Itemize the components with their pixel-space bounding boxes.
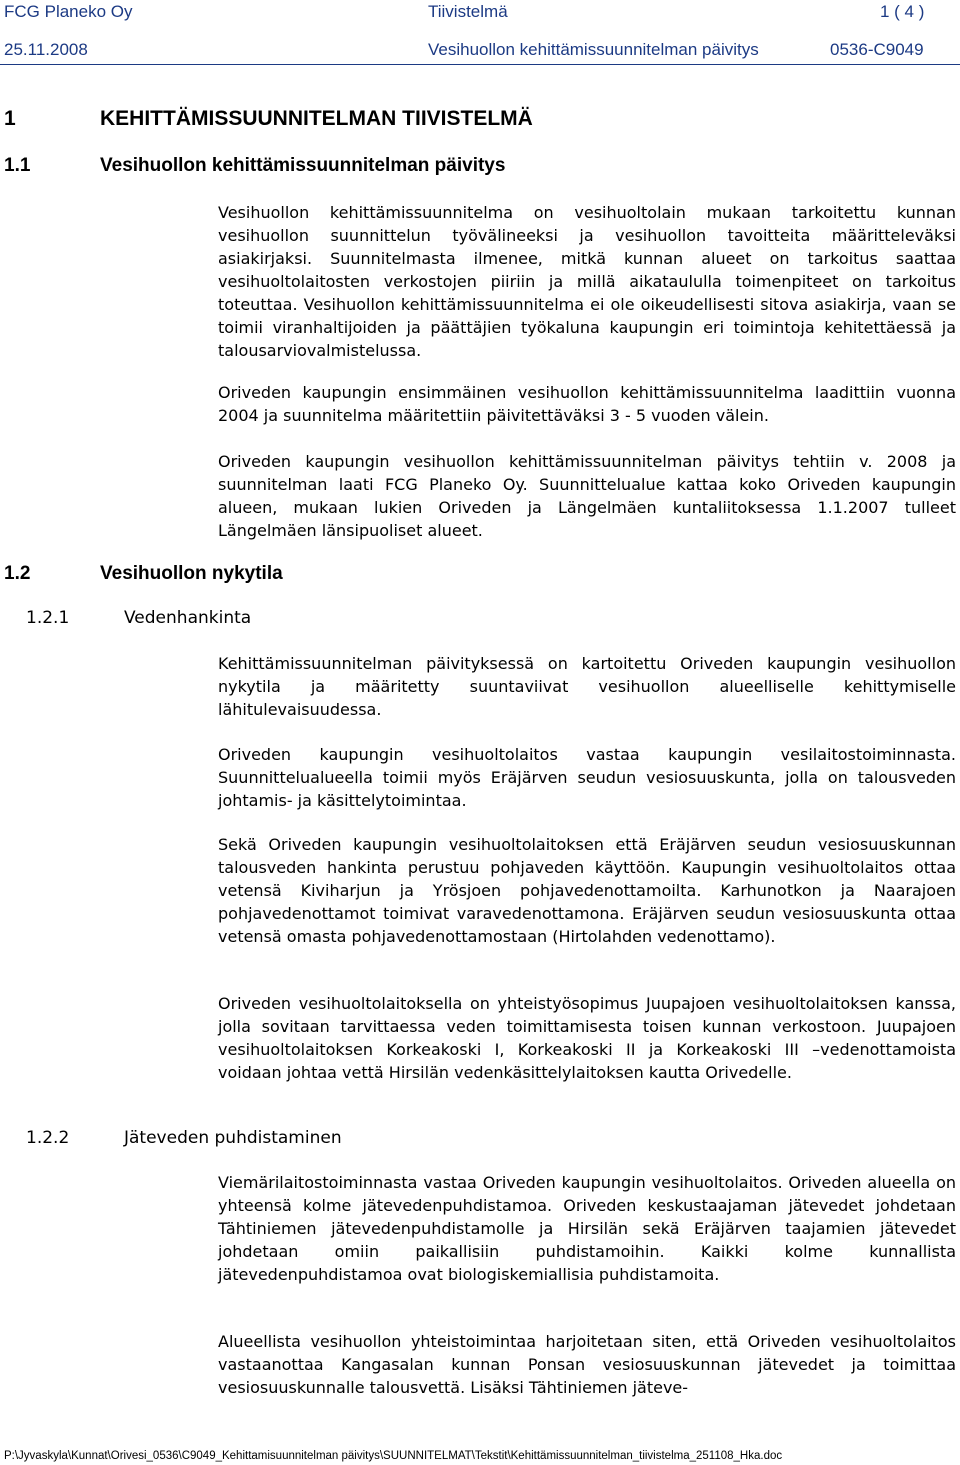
document-code: 0536-C9049 bbox=[830, 40, 924, 59]
section-1-heading bbox=[4, 106, 944, 132]
paragraph: Kehittämissuunnitelman päivityksessä on kartoitettu Oriveden kaupungin vesihuollon nykytila ja määritetty suuntaviivat vesihuollon alueelliselle kehittymiselle lähitulevaisuudessa. bbox=[218, 654, 956, 719]
section-title: Jäteveden puhdistaminen bbox=[124, 1128, 342, 1148]
paragraph: Viemärilaitostoiminnasta vastaa Oriveden kaupungin vesihuoltolaitos. Oriveden alueella on yhteensä kolme jätevedenpuhdistamoa. Oriveden keskustaajaman jätevedet johdetaan Tähtiniemen jätevedenpuhdistamolle ja Hirsilän sekä Eräjärven taajamien jätevedet johdetaan omiin paikallisiin puhdistamoihin. Kaikki kolme kunnallista jätevedenpuhdistamoa ovat biologiskemiallisia puhdistamoita. bbox=[218, 1173, 956, 1284]
paragraph: Oriveden kaupungin vesihuollon kehittämissuunnitelman päivitys tehtiin v. 2008 ja suunnitelman laati FCG Planeko Oy. Suunnittelualue kattaa koko Oriveden kaupungin alueen, mukaan lukien Oriveden ja Längelmäen kuntaliitoksessa 1.1.2007 tulleet Längelmäen länsipuoliset alueet. bbox=[218, 452, 956, 540]
section-title: Vesihuollon nykytila bbox=[100, 563, 283, 584]
section-1-2-2-heading bbox=[26, 1126, 426, 1150]
section-number: 1.1 bbox=[4, 155, 31, 176]
paragraph: Alueellista vesihuollon yhteistoimintaa harjoitetaan siten, että Oriveden vesihuoltolaitos vastaanottaa Kangasalan kunnan Ponsan vesiosuuskunnan jätevedet ja toimittaa vesiosuuskunnalle talousvettä. Lisäksi Tähtiniemen jäteve- bbox=[218, 1332, 956, 1397]
page-number: 1 ( 4 ) bbox=[880, 2, 925, 21]
paragraph: Vesihuollon kehittämissuunnitelma on vesihuoltolain mukaan tarkoitettu kunnan vesihuollon suunnittelun työvälineeksi ja vesihuollon tavoitteita määritteleväksi asiakirjaksi. Suunnitelmasta ilmenee, mitkä kunnan alueet on tarkoitus saattaa vesihuoltolaitosten verkostojen piiriin ja millä aikataululla toimenpiteet on tarkoitus toteuttaa. Vesihuollon kehittämissuunnitelma ei ole oikeudellisesti sitova asiakirja, vaan se toimii viranhaltijoiden ja päättäjien työkaluna kaupungin eri toimintoja kehitettäessä ja talousarviovalmistelussa. bbox=[218, 203, 956, 360]
company-name: FCG Planeko Oy bbox=[4, 2, 133, 21]
document-type: Tiivistelmä bbox=[428, 2, 508, 21]
page-header-bottom bbox=[0, 38, 960, 62]
section-number: 1.2.2 bbox=[26, 1128, 70, 1148]
section-title: Vedenhankinta bbox=[124, 608, 252, 628]
section-number: 1.2 bbox=[4, 563, 31, 584]
section-1-2-1-heading bbox=[26, 606, 426, 630]
paragraph: Oriveden kaupungin ensimmäinen vesihuollon kehittämissuunnitelma laadittiin vuonna 2004 ja suunnitelma määritettiin päivitettäväksi 3 - 5 vuoden välein. bbox=[218, 383, 956, 425]
document-date: 25.11.2008 bbox=[4, 40, 88, 59]
section-title: KEHITTÄMISSUUNNITELMAN TIIVISTELMÄ bbox=[100, 107, 533, 130]
section-1-1-heading bbox=[4, 154, 944, 178]
paragraph: Oriveden kaupungin vesihuoltolaitos vastaa kaupungin vesilaitostoiminnasta. Suunnittelualueella toimii myös Eräjärven seudun vesiosuuskunta, jolla on talousveden johtamis- ja käsittelytoimintaa. bbox=[218, 745, 956, 810]
paragraph: Sekä Oriveden kaupungin vesihuoltolaitoksen että Eräjärven seudun vesiosuuskunnan talousveden hankinta perustuu pohjaveden käyttöön. Kaupungin vesihuoltolaitos ottaa vetensä Kiviharjun ja Yrösjoen pohjavedenottamoilta. Karhunotkon ja Naarajoen pohjavedenottamot toimivat varavedenottamona. Eräjärven seudun vesiosuuskunta ottaa vetensä omasta pohjavedenottamostaan (Hirtolahden vedenottamo). bbox=[218, 835, 956, 946]
header-rule bbox=[0, 64, 960, 65]
section-1-2-heading bbox=[4, 562, 404, 586]
document-title: Vesihuollon kehittämissuunnitelman päivitys bbox=[428, 40, 759, 59]
section-title: Vesihuollon kehittämissuunnitelman päivitys bbox=[100, 155, 506, 176]
section-number: 1.2.1 bbox=[26, 608, 70, 628]
footer-file-path: P:\Jyvaskyla\Kunnat\Orivesi_0536\C9049_Kehittamisuunnitelman päivitys\SUUNNITELMAT\Tekstit\Kehittämissuunnitelman_tiivistelma_251108_Hka.doc bbox=[4, 1450, 783, 1462]
section-number: 1 bbox=[4, 107, 16, 130]
paragraph: Oriveden vesihuoltolaitoksella on yhteistyösopimus Juupajoen vesihuoltolaitoksen kanssa, jolla sovitaan tarvittaessa veden toimittamisesta toisen kunnan verkostoon. Juupajoen vesihuoltolaitoksen Korkeakoski I, Korkeakoski II ja Korkeakoski III –vedenottamoista voidaan johtaa vettä Hirsilän vedenkäsittelylaitoksen kautta Orivedelle. bbox=[218, 994, 956, 1082]
page-header-top bbox=[0, 0, 960, 24]
